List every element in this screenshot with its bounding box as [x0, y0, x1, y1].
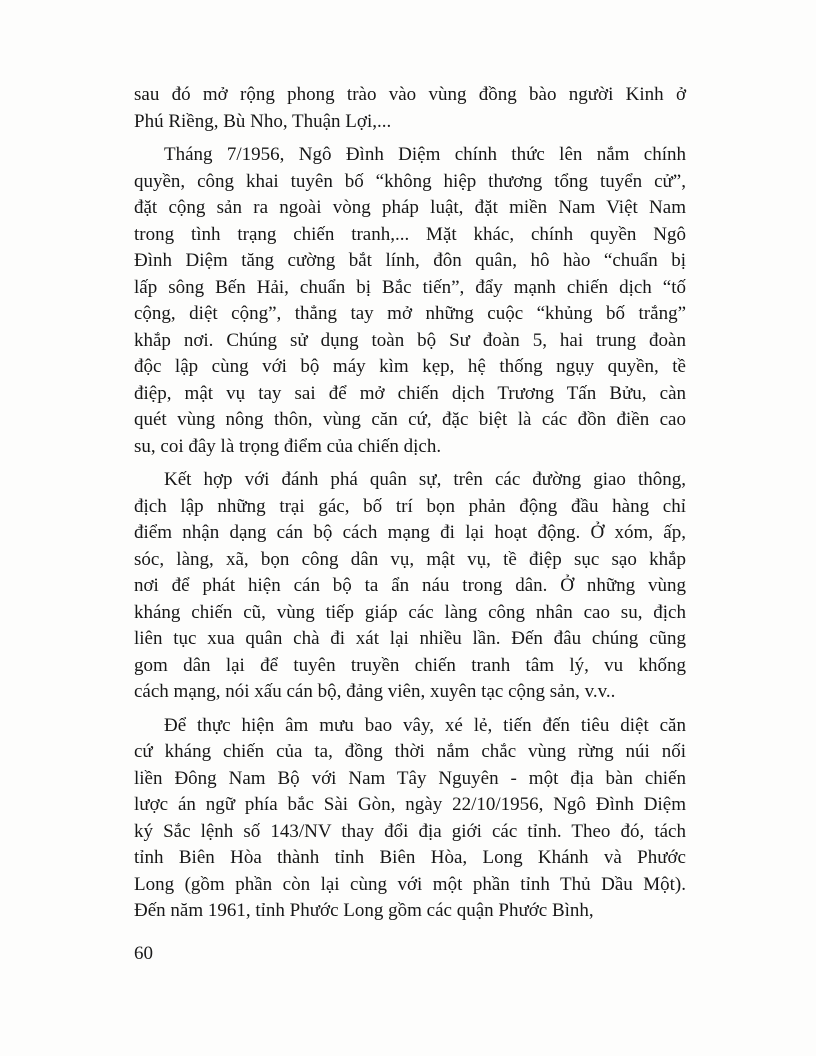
text-line: nơi để phát hiện cán bộ ta ẩn náu trong dân. Ở những vùng: [134, 575, 686, 596]
text-line: Đình Diệm tăng cường bắt lính, đôn quân, hô hào “chuẩn bị: [134, 250, 686, 271]
text-block: [134, 82, 686, 925]
text-line: kháng chiến cũ, vùng tiếp giáp các làng công nhân cao su, địch: [134, 601, 686, 623]
text-line: trong tình trạng chiến tranh,... Mặt khác, chính quyền Ngô: [134, 223, 686, 245]
page-number: 60: [134, 943, 153, 964]
text-line: cứ kháng chiến của ta, đồng thời nắm chắc vùng rừng núi nối: [134, 741, 686, 762]
paragraph: [134, 467, 686, 706]
text-line: địch lập những trại gác, bố trí bọn phản động đầu hàng chỉ: [134, 495, 686, 517]
text-line: gom dân lại để tuyên truyền chiến tranh tâm lý, vu khống: [134, 654, 686, 676]
text-line: điểm nhận dạng cán bộ cách mạng đi lại hoạt động. Ở xóm, ấp,: [134, 522, 686, 543]
text-line: sóc, làng, xã, bọn công dân vụ, mật vụ, tề điệp sục sạo khắp: [134, 548, 686, 570]
text-line: liên tục xua quân chà đi xát lại nhiều lần. Đến đâu chúng cũng: [134, 628, 686, 649]
text-line: khắp nơi. Chúng sử dụng toàn bộ Sư đoàn 5, hai trung đoàn: [134, 329, 686, 351]
text-line: liền Đông Nam Bộ với Nam Tây Nguyên - một địa bàn chiến: [134, 767, 686, 789]
text-line: Để thực hiện âm mưu bao vây, xé lẻ, tiến đến tiêu diệt căn: [164, 714, 686, 736]
text-line: Long (gồm phần còn lại cùng với một phần tỉnh Thủ Dầu Một).: [134, 873, 686, 895]
text-line: quét vùng nông thôn, vùng căn cứ, đặc biệt là các đồn điền cao: [134, 409, 686, 430]
text-line: Phú Riềng, Bù Nho, Thuận Lợi,...: [134, 110, 392, 132]
text-line: ký Sắc lệnh số 143/NV thay đổi địa giới các tỉnh. Theo đó, tách: [134, 820, 686, 842]
text-line: Kết hợp với đánh phá quân sự, trên các đường giao thông,: [164, 469, 686, 490]
text-line: lược án ngữ phía bắc Sài Gòn, ngày 22/10/1956, Ngô Đình Diệm: [134, 794, 686, 815]
paragraph: [134, 142, 686, 460]
text-line: tỉnh Biên Hòa thành tỉnh Biên Hòa, Long Khánh và Phước: [134, 847, 686, 868]
text-line: su, coi đây là trọng điểm của chiến dịch.: [134, 435, 442, 457]
paragraph: [134, 82, 686, 135]
text-line: điệp, mật vụ tay sai để mở chiến dịch Trương Tấn Bửu, càn: [134, 382, 686, 404]
text-line: cộng, diệt cộng”, thẳng tay mở những cuộc “khủng bố trắng”: [134, 303, 686, 324]
paragraph: [134, 713, 686, 925]
text-line: cách mạng, nói xấu cán bộ, đảng viên, xuyên tạc cộng sản, v.v..: [134, 681, 616, 702]
text-line: Đến năm 1961, tỉnh Phước Long gồm các quận Phước Bình,: [134, 900, 594, 921]
text-line: Tháng 7/1956, Ngô Đình Diệm chính thức lên nắm chính: [164, 144, 686, 165]
text-line: quyền, công khai tuyên bố “không hiệp thương tổng tuyển cử”,: [134, 170, 686, 192]
text-line: sau đó mở rộng phong trào vào vùng đồng bào người Kinh ở: [134, 84, 686, 105]
text-line: đặt cộng sản ra ngoài vòng pháp luật, đặt miền Nam Việt Nam: [134, 197, 686, 218]
text-line: lấp sông Bến Hải, chuẩn bị Bắc tiến”, đẩy mạnh chiến dịch “tố: [134, 276, 686, 298]
text-line: độc lập cùng với bộ máy kìm kẹp, hệ thống ngụy quyền, tề: [134, 356, 686, 377]
